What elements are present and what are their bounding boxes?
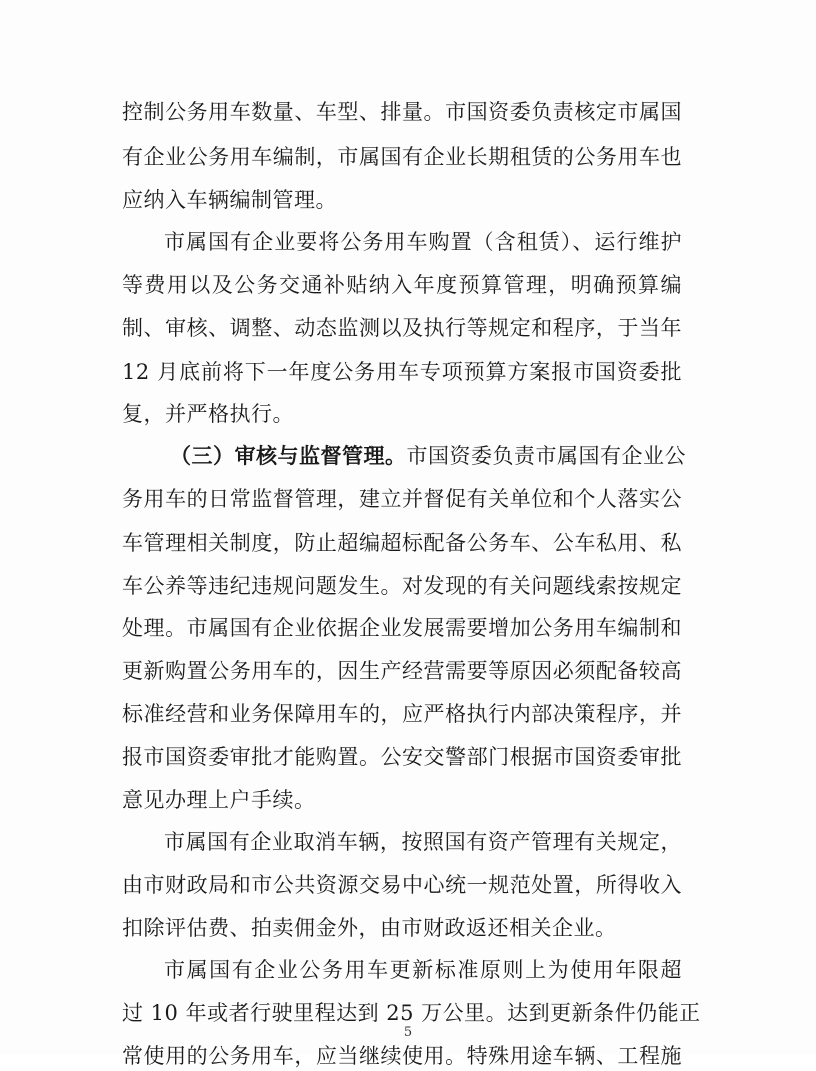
paragraph-3-line-9: 意见办理上户手续。 [122,788,316,812]
paragraph-2-line-3: 制、审核、调整、动态监测以及执行等规定和程序，于当年 [122,316,682,340]
paragraph-1-line-2: 有企业公务用车编制，市属国有企业长期租赁的公务用车也 [122,145,682,169]
paragraph-5-line-2: 过 10 年或者行驶里程达到 25 万公里。达到更新条件仍能正 [122,1001,701,1025]
paragraph-1-line-1: 控制公务用车数量、车型、排量。市国资委负责核定市属国 [122,100,682,124]
paragraph-1-line-3: 应纳入车辆编制管理。 [122,188,337,212]
page-number: 5 [403,1025,413,1040]
paragraph-3-line-4: 车公养等违纪违规问题发生。对发现的有关问题线索按规定 [122,574,682,598]
paragraph-4-line-1: 市属国有企业取消车辆，按照国有资产管理有关规定， [164,830,682,854]
paragraph-3-line-6: 更新购置公务用车的，因生产经营需要等原因必须配备较高 [122,659,682,683]
paragraph-3-line-7: 标准经营和业务保障用车的，应严格执行内部决策程序，并 [122,702,682,726]
paragraph-5-line-3: 常使用的公务用车，应当继续使用。特殊用途车辆、工程施 [122,1044,682,1068]
paragraph-3-line-1 [170,441,686,471]
paragraph-3-line-2: 务用车的日常监督管理，建立并督促有关单位和个人落实公 [122,487,682,511]
paragraph-3-line-3: 车管理相关制度，防止超编超标配备公务车、公车私用、私 [122,531,682,555]
paragraph-5-line-1: 市属国有企业公务用车更新标准原则上为使用年限超 [164,958,682,982]
paragraph-3-line-1-text: 市国资委负责市属国有企业公 [406,444,686,468]
paragraph-2-line-2: 等费用以及公务交通补贴纳入年度预算管理，明确预算编 [122,273,682,297]
paragraph-2-line-1: 市属国有企业要将公务用车购置（含租赁）、运行维护 [164,230,682,254]
paragraph-4-line-2: 由市财政局和市公共资源交易中心统一规范处置，所得收入 [122,873,682,897]
paragraph-3-line-8: 报市国资委审批才能购置。公安交警部门根据市国资委审批 [122,745,682,769]
paragraph-4-line-3: 扣除评估费、拍卖佣金外，由市财政返还相关企业。 [122,916,617,940]
paragraph-2-line-4: 12 月底前将下一年度公务用车专项预算方案报市国资委批 [122,360,682,384]
section-heading: （三）审核与监督管理。 [170,443,407,468]
paragraph-3-line-5: 处理。市属国有企业依据企业发展需要增加公务用车编制和 [122,616,682,640]
paragraph-2-line-5: 复，并严格执行。 [122,402,294,426]
